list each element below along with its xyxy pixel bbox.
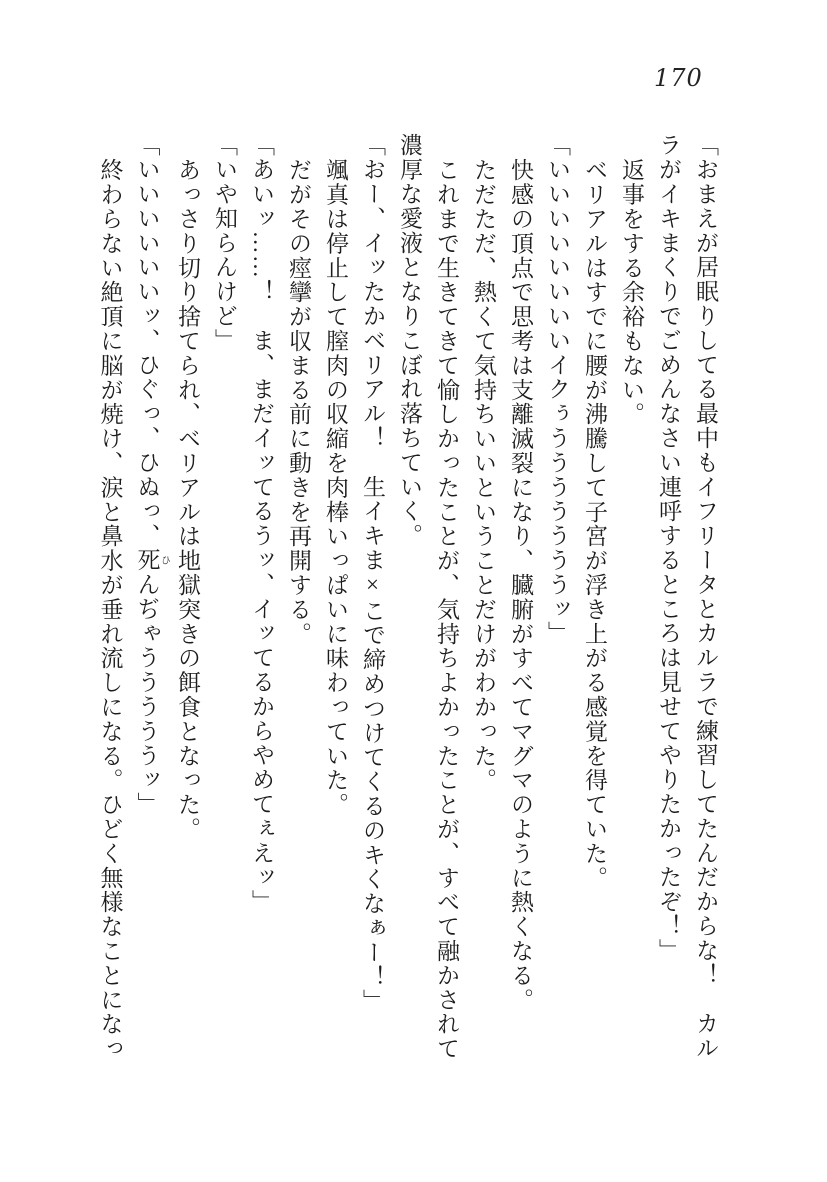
text-column: 快感の頂点で思考は支離滅裂になり、臓腑がすべてマグマのように熱くなる。 xyxy=(508,157,533,1012)
text-column: ただただ、熱くて気持ちいいということだけがわかった。 xyxy=(471,157,496,792)
text-column: 「いや知らんけど」 xyxy=(212,133,237,353)
text-column: だがその痙攣が収まる前に動きを再開する。 xyxy=(286,157,311,646)
text-body xyxy=(92,133,725,1065)
text-column: 返事をする余裕もない。 xyxy=(619,157,644,426)
page-number: 170 xyxy=(654,64,703,92)
text-column: ラがイキまくりでごめんなさい連呼するところは見せてやりたかったぞ！」 xyxy=(656,133,681,963)
text-column: 終わらない絶頂に脳が焼け、涙と鼻水が垂れ流しになる。ひどく無様なことになっ xyxy=(97,157,123,1061)
text-column: 「おまえが居眠りしてる最中もイフリータとカルラで練習してたんだからな！ カル xyxy=(693,133,718,1061)
text-column: 「いいいいいいッ、ひぐっ、ひぬっ、死 ひんぢゃうううううッ」 xyxy=(134,133,170,817)
text-column: あっさり切り捨てられ、ベリアルは地獄突きの餌食となった。 xyxy=(175,157,200,841)
furigana-ruby: 死 ひ xyxy=(134,547,170,573)
text-column: 「あいッ……！ ま、まだイッてるうッ、イッてるからやめてぇえッ」 xyxy=(249,133,274,914)
text-column: 颯真は停止して膣肉の収縮を肉棒いっぱいに味わっていた。 xyxy=(323,157,348,817)
text-column: 「おー、イッたかベリアル！ 生イキま×こで締めつけてくるのキくなぁー！」 xyxy=(360,133,385,1014)
text-column: ベリアルはすでに腰が沸騰して子宮が浮き上がる感覚を得ていた。 xyxy=(582,157,607,890)
text-column: 「いいいいいいいいイクぅうううううううッ」 xyxy=(545,133,570,646)
text-column: これまで生きてきて愉しかったことが、気持ちよかったことが、すべて融かされて xyxy=(434,157,459,1061)
text-column: 濃厚な愛液となりこぼれ落ちていく。 xyxy=(397,133,422,548)
